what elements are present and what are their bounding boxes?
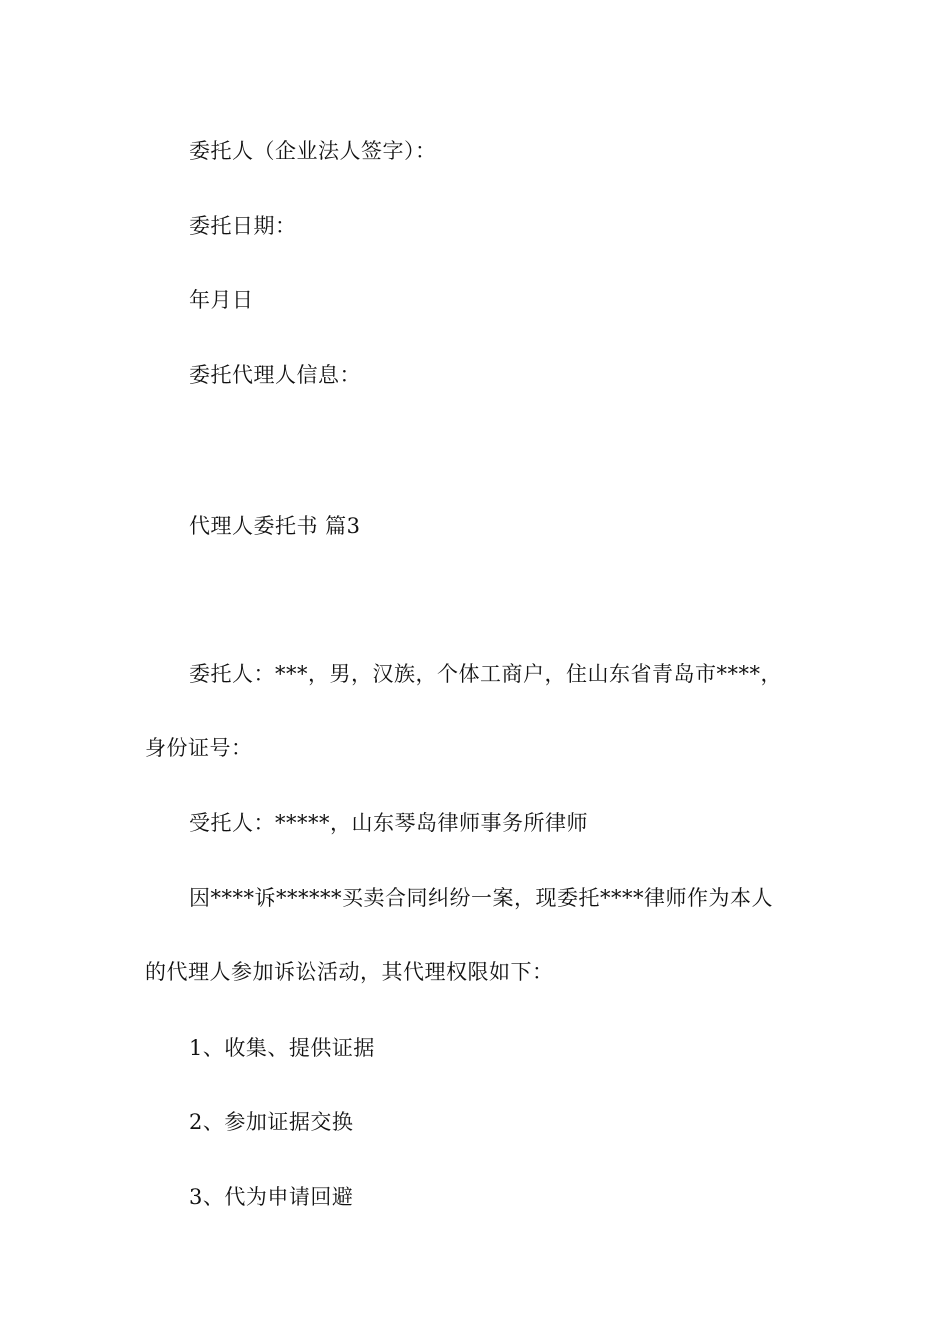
list-item: 1、收集、提供证据 [189,1036,375,1060]
list-item: 3、代为申请回避 [189,1185,354,1209]
entrust-date-label: 委托日期： [189,214,297,238]
principal-paragraph-continued: 身份证号： [145,736,253,760]
section-heading: 代理人委托书 篇3 [189,514,361,538]
trustee-paragraph: 受托人：*****，山东琴岛律师事务所律师 [189,811,588,835]
date-placeholder: 年月日 [189,288,254,312]
agent-info-label: 委托代理人信息： [189,363,361,387]
list-item: 2、参加证据交换 [189,1110,354,1134]
case-paragraph-continued: 的代理人参加诉讼活动，其代理权限如下： [145,960,554,984]
principal-signature-line: 委托人（企业法人签字）： [189,139,437,163]
principal-paragraph: 委托人：***，男，汉族，个体工商户，住山东省青岛市****， [189,662,782,686]
case-paragraph: 因****诉******买卖合同纠纷一案，现委托****律师作为本人 [189,886,773,910]
